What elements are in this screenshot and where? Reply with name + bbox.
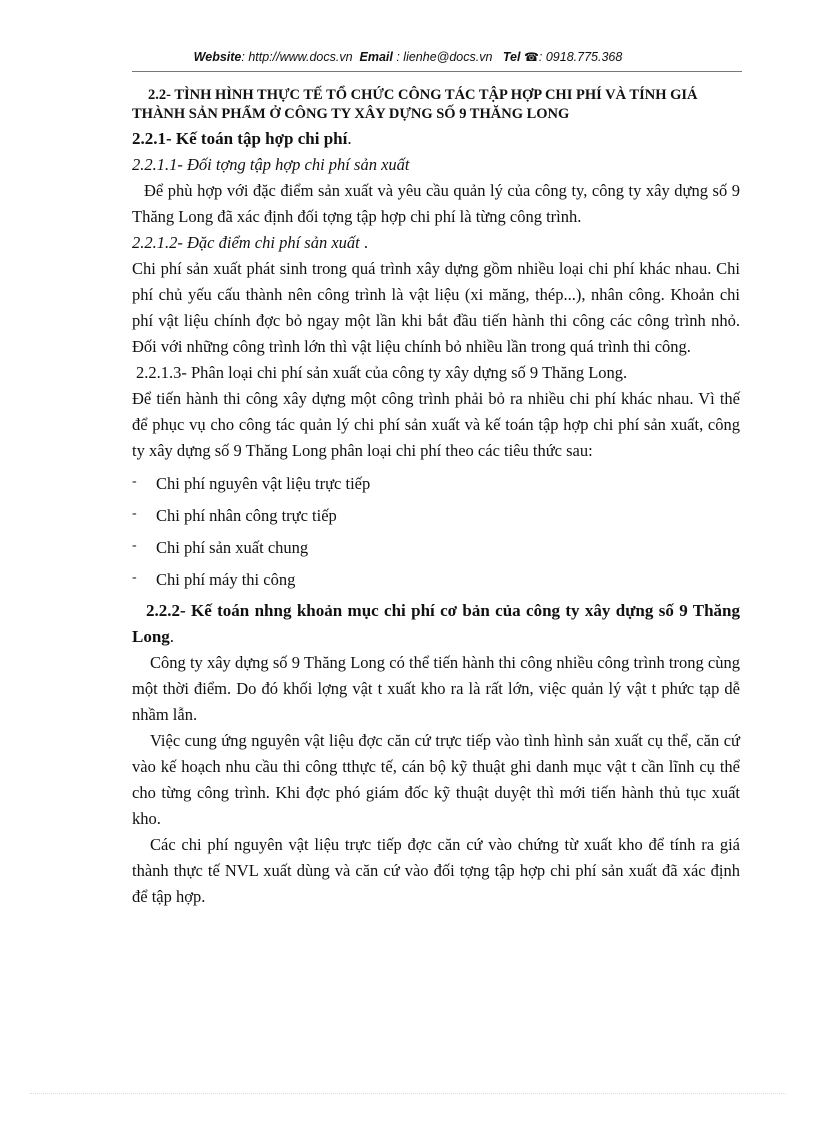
- paragraph-2-2-2-c: Các chi phí nguyên vật liệu trực tiếp đợc căn cứ vào chứng từ xuất kho để tính ra giá thành thực tế NVL xuất dùng và căn cứ vào đối tợng tập hợp chi phí sản xuất đã xác định để tập hợp.: [132, 835, 740, 906]
- heading-2-2-2: [132, 598, 740, 650]
- phone-icon: ☎: [523, 50, 539, 64]
- cost-type-list: [132, 468, 740, 596]
- list-item-text: Chi phí nguyên vật liệu trực tiếp: [156, 474, 371, 493]
- heading-2-2-1-2: [132, 230, 740, 256]
- bullet-marker: -: [132, 538, 137, 553]
- bullet-marker: -: [132, 506, 137, 521]
- paragraph-2-2-1-3: Để tiến hành thi công xây dựng một công trình phải bỏ ra nhiều chi phí khác nhau. Vì thế để phục vụ cho công tác quản lý chi phí sản xuất và kế toán tập hợp chi phí sản xuất, công ty xây dựng số 9 Thăng Long phân loại chi phí theo các tiêu thức sau:: [132, 389, 740, 460]
- bullet-marker: -: [132, 570, 137, 585]
- list-item: [132, 500, 740, 532]
- header-divider: [132, 71, 742, 72]
- website-value: : http://www.docs.vn: [241, 50, 353, 64]
- heading-2-2-1-suffix: .: [347, 129, 352, 148]
- page-header: [0, 50, 816, 64]
- list-item-text: Chi phí nhân công trực tiếp: [156, 506, 337, 525]
- footer-divider: [30, 1093, 786, 1094]
- list-item: [132, 468, 740, 500]
- document-body: [132, 86, 740, 910]
- email-value: : lienhe@docs.vn: [396, 50, 493, 64]
- heading-2-2-2-text: 2.2.2- Kế toán nhng khoản mục chi phí cơ bản của công ty xây dựng số 9 Thăng Long: [132, 601, 740, 646]
- website-label: Website: [193, 50, 242, 64]
- paragraph-2-2-1-1: Để phù hợp với đặc điểm sản xuất và yêu cầu quản lý của công ty, công ty xây dựng số 9 Thăng Long đã xác định đối tợng tập hợp chi phí là từng công trình.: [132, 181, 740, 226]
- list-item-text: Chi phí máy thi công: [156, 570, 296, 589]
- heading-2-2-1-2-suffix: .: [359, 233, 369, 252]
- paragraph-2-2-2-b: Việc cung ứng nguyên vật liệu đợc căn cứ trực tiếp vào tình hình sản xuất cụ thể, căn cứ vào kế hoạch nhu cầu thi công tthực tế, cán bộ kỹ thuật ghi danh mục vật t cần lĩnh cụ thể cho từng công trình. Khi đợc phó giám đốc kỹ thuật duyệt thì mới tiến hành thủ tục xuất kho.: [132, 731, 740, 828]
- heading-2-2-1-text: 2.2.1- Kế toán tập hợp chi phí: [132, 129, 348, 148]
- tel-value: : 0918.775.368: [538, 50, 623, 64]
- heading-2-2-1-3: 2.2.1.3- Phân loại chi phí sản xuất của công ty xây dựng số 9 Thăng Long.: [136, 363, 628, 382]
- heading-2-2-1-1: 2.2.1.1- Đối tợng tập hợp chi phí sản xuất: [132, 155, 410, 174]
- list-item: [132, 532, 740, 564]
- section-title: 2.2- TÌNH HÌNH THỰC TẾ TỔ CHỨC CÔNG TÁC TẬP HỢP CHI PHÍ VÀ TÍNH GIÁ THÀNH SẢN PHẨM Ở CÔNG TY XÂY DỰNG SỐ 9 THĂNG LONG: [132, 87, 698, 122]
- heading-2-2-2-suffix: .: [169, 627, 175, 646]
- list-item: [132, 564, 740, 596]
- paragraph-2-2-1-2: Chi phí sản xuất phát sinh trong quá trình xây dựng gồm nhiều loại chi phí khác nhau. Chi phí chủ yếu cấu thành nên công trình là vật liệu (xi măng, thép...), nhân công. Khoản chi phí vật liệu chính đợc bỏ ngay một lần khi bắt đầu tiến hành thi công các công trình nhỏ. Đối với những công trình lớn thì vật liệu chính bỏ nhiều lần trong quá trình thi công.: [132, 259, 740, 356]
- email-label: Email: [359, 50, 393, 64]
- list-item-text: Chi phí sản xuất chung: [156, 538, 309, 557]
- bullet-marker: -: [132, 474, 137, 489]
- paragraph-2-2-2-a: Công ty xây dựng số 9 Thăng Long có thể tiến hành thi công nhiều công trình trong cùng một thời điểm. Do đó khối lợng vật t xuất kho ra là rất lớn, việc quản lý vật t phức tạp dễ nhầm lẫn.: [132, 653, 740, 724]
- heading-2-2-1-2-text: 2.2.1.2- Đặc điểm chi phí sản xuất: [132, 233, 360, 252]
- tel-label: Tel: [502, 50, 521, 64]
- heading-2-2-1: [132, 126, 740, 152]
